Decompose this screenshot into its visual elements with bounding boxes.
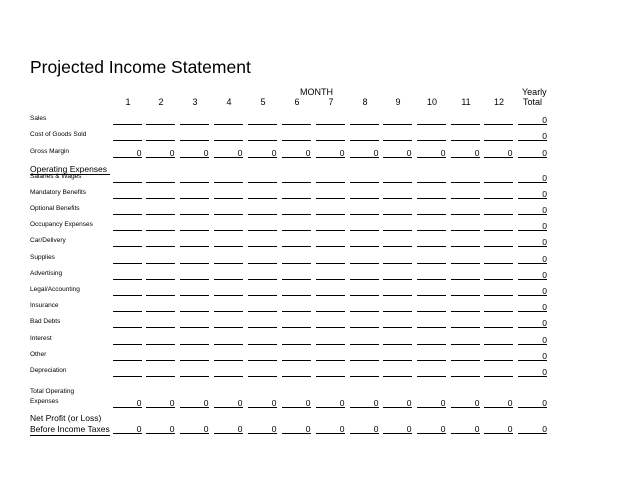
cell-mandatory-benefits-m6[interactable] [282, 189, 311, 199]
cell-salaries-wages-m5[interactable] [248, 173, 277, 183]
cell-gross-margin-m10[interactable]: 0 [417, 148, 446, 158]
month-header-6: 6 [294, 97, 300, 107]
cell-legal-accounting-m3[interactable] [180, 286, 209, 296]
cell-total-operating-m11[interactable]: 0 [451, 398, 480, 408]
row-label-depreciation: Depreciation [30, 367, 67, 374]
cell-supplies-m12[interactable] [484, 254, 513, 264]
cell-legal-accounting-m5[interactable] [248, 286, 277, 296]
cell-optional-benefits-m12[interactable] [484, 205, 513, 215]
cell-interest-m12[interactable] [484, 335, 513, 345]
cell-other-m7[interactable] [316, 351, 345, 361]
cell-gross-margin-m4[interactable]: 0 [214, 148, 243, 158]
cell-optional-benefits-m6[interactable] [282, 205, 311, 215]
cell-supplies-m5[interactable] [248, 254, 277, 264]
cell-gross-margin-m7[interactable]: 0 [316, 148, 345, 158]
cell-occupancy-expenses-m4[interactable] [214, 221, 243, 231]
row-label-line2: Expenses [30, 398, 59, 405]
cell-depreciation-m6[interactable] [282, 367, 311, 377]
cell-gross-margin-m2[interactable]: 0 [146, 148, 175, 158]
cell-depreciation-m1[interactable] [113, 367, 142, 377]
row-label-interest: Interest [30, 335, 52, 342]
row-label-optional-benefits: Optional Benefits [30, 205, 80, 212]
cell-advertising-m9[interactable] [383, 270, 412, 280]
cell-legal-accounting-m9[interactable] [383, 286, 412, 296]
cell-legal-accounting-m1[interactable] [113, 286, 142, 296]
cell-bad-debts-m5[interactable] [248, 318, 277, 328]
cell-mandatory-benefits-m7[interactable] [316, 189, 345, 199]
month-header-3: 3 [192, 97, 198, 107]
cell-advertising-m10[interactable] [417, 270, 446, 280]
cell-sales-m1[interactable] [113, 115, 142, 125]
cell-mandatory-benefits-m8[interactable] [350, 189, 379, 199]
page-title: Projected Income Statement [30, 57, 251, 77]
cell-salaries-wages-m11[interactable] [451, 173, 480, 183]
cell-bad-debts-total[interactable]: 0 [518, 318, 547, 328]
cell-occupancy-expenses-m6[interactable] [282, 221, 311, 231]
cell-car-delivery-m5[interactable] [248, 237, 277, 247]
cell-depreciation-m3[interactable] [180, 367, 209, 377]
cell-insurance-m11[interactable] [451, 302, 480, 312]
cell-interest-m4[interactable] [214, 335, 243, 345]
cell-bad-debts-m2[interactable] [146, 318, 175, 328]
cell-occupancy-expenses-total[interactable]: 0 [518, 221, 547, 231]
cell-other-m4[interactable] [214, 351, 243, 361]
cell-mandatory-benefits-m5[interactable] [248, 189, 277, 199]
month-header-11: 11 [461, 97, 471, 107]
cell-other-m12[interactable] [484, 351, 513, 361]
cell-cost-of-goods-sold-m10[interactable] [417, 131, 446, 141]
cell-supplies-total[interactable]: 0 [518, 254, 547, 264]
cell-interest-total[interactable]: 0 [518, 335, 547, 345]
row-label-advertising: Advertising [30, 270, 63, 277]
cell-other-m1[interactable] [113, 351, 142, 361]
month-header-2: 2 [158, 97, 164, 107]
month-header-1: 1 [125, 97, 131, 107]
cell-cost-of-goods-sold-m8[interactable] [350, 131, 379, 141]
cell-legal-accounting-m6[interactable] [282, 286, 311, 296]
cell-sales-m7[interactable] [316, 115, 345, 125]
month-header-9: 9 [395, 97, 401, 107]
label-underline [30, 435, 110, 436]
cell-salaries-wages-m6[interactable] [282, 173, 311, 183]
cell-advertising-m5[interactable] [248, 270, 277, 280]
cell-car-delivery-m8[interactable] [350, 237, 379, 247]
cell-sales-m2[interactable] [146, 115, 175, 125]
cell-optional-benefits-m5[interactable] [248, 205, 277, 215]
cell-net-profit-or-loss-m5[interactable]: 0 [248, 424, 277, 434]
cell-net-profit-or-loss-m8[interactable]: 0 [350, 424, 379, 434]
cell-bad-debts-m9[interactable] [383, 318, 412, 328]
cell-advertising-m12[interactable] [484, 270, 513, 280]
cell-advertising-m1[interactable] [113, 270, 142, 280]
cell-other-m2[interactable] [146, 351, 175, 361]
cell-interest-m2[interactable] [146, 335, 175, 345]
cell-cost-of-goods-sold-total[interactable]: 0 [518, 131, 547, 141]
cell-advertising-m4[interactable] [214, 270, 243, 280]
cell-occupancy-expenses-m11[interactable] [451, 221, 480, 231]
cell-insurance-m12[interactable] [484, 302, 513, 312]
cell-optional-benefits-m2[interactable] [146, 205, 175, 215]
cell-sales-m12[interactable] [484, 115, 513, 125]
cell-supplies-m8[interactable] [350, 254, 379, 264]
month-header-4: 4 [226, 97, 232, 107]
cell-net-profit-or-loss-m2[interactable]: 0 [146, 424, 175, 434]
cell-net-profit-or-loss-m9[interactable]: 0 [383, 424, 412, 434]
month-header-5: 5 [260, 97, 266, 107]
cell-total-operating-m1[interactable]: 0 [113, 398, 142, 408]
cell-depreciation-m7[interactable] [316, 367, 345, 377]
cell-car-delivery-m3[interactable] [180, 237, 209, 247]
cell-interest-m6[interactable] [282, 335, 311, 345]
cell-supplies-m6[interactable] [282, 254, 311, 264]
cell-total-operating-m5[interactable]: 0 [248, 398, 277, 408]
cell-depreciation-total[interactable]: 0 [518, 367, 547, 377]
row-label-operating-expenses: Operating Expenses [30, 164, 108, 174]
cell-mandatory-benefits-m3[interactable] [180, 189, 209, 199]
cell-cost-of-goods-sold-m5[interactable] [248, 131, 277, 141]
cell-net-profit-or-loss-m6[interactable]: 0 [282, 424, 311, 434]
cell-gross-margin-total[interactable]: 0 [518, 148, 547, 158]
cell-optional-benefits-total[interactable]: 0 [518, 205, 547, 215]
cell-insurance-m8[interactable] [350, 302, 379, 312]
cell-bad-debts-m6[interactable] [282, 318, 311, 328]
cell-advertising-m7[interactable] [316, 270, 345, 280]
cell-advertising-m6[interactable] [282, 270, 311, 280]
row-label-insurance: Insurance [30, 302, 59, 309]
cell-depreciation-m4[interactable] [214, 367, 243, 377]
cell-occupancy-expenses-m3[interactable] [180, 221, 209, 231]
cell-sales-m6[interactable] [282, 115, 311, 125]
cell-mandatory-benefits-m9[interactable] [383, 189, 412, 199]
cell-bad-debts-m7[interactable] [316, 318, 345, 328]
cell-mandatory-benefits-m1[interactable] [113, 189, 142, 199]
cell-car-delivery-m11[interactable] [451, 237, 480, 247]
cell-total-operating-m3[interactable]: 0 [180, 398, 209, 408]
cell-net-profit-or-loss-total[interactable]: 0 [518, 424, 547, 434]
cell-depreciation-m5[interactable] [248, 367, 277, 377]
cell-legal-accounting-total[interactable]: 0 [518, 286, 547, 296]
cell-occupancy-expenses-m5[interactable] [248, 221, 277, 231]
cell-cost-of-goods-sold-m7[interactable] [316, 131, 345, 141]
cell-legal-accounting-m8[interactable] [350, 286, 379, 296]
row-label-line1: Net Profit (or Loss) [30, 413, 102, 423]
cell-legal-accounting-m10[interactable] [417, 286, 446, 296]
cell-depreciation-m10[interactable] [417, 367, 446, 377]
row-label-salaries-wages: Salaries & Wages [30, 173, 82, 180]
row-label-cost-of-goods-sold: Cost of Goods Sold [30, 131, 87, 138]
cell-car-delivery-m1[interactable] [113, 237, 142, 247]
cell-car-delivery-total[interactable]: 0 [518, 237, 547, 247]
cell-mandatory-benefits-m4[interactable] [214, 189, 243, 199]
cell-car-delivery-m9[interactable] [383, 237, 412, 247]
cell-interest-m1[interactable] [113, 335, 142, 345]
month-header-7: 7 [328, 97, 334, 107]
cell-legal-accounting-m4[interactable] [214, 286, 243, 296]
cell-gross-margin-m6[interactable]: 0 [282, 148, 311, 158]
cell-sales-m8[interactable] [350, 115, 379, 125]
cell-sales-m4[interactable] [214, 115, 243, 125]
cell-insurance-total[interactable]: 0 [518, 302, 547, 312]
cell-other-m5[interactable] [248, 351, 277, 361]
cell-interest-m7[interactable] [316, 335, 345, 345]
cell-depreciation-m11[interactable] [451, 367, 480, 377]
cell-other-m6[interactable] [282, 351, 311, 361]
row-label-mandatory-benefits: Mandatory Benefits [30, 189, 87, 196]
cell-salaries-wages-m12[interactable] [484, 173, 513, 183]
row-label-legal-accounting: Legal/Accounting [30, 286, 80, 293]
row-label-gross-margin: Gross Margin [30, 148, 70, 155]
cell-mandatory-benefits-m10[interactable] [417, 189, 446, 199]
month-header-12: 12 [493, 97, 504, 107]
cell-mandatory-benefits-m11[interactable] [451, 189, 480, 199]
cell-total-operating-m9[interactable]: 0 [383, 398, 412, 408]
cell-cost-of-goods-sold-m11[interactable] [451, 131, 480, 141]
cell-optional-benefits-m3[interactable] [180, 205, 209, 215]
cell-insurance-m9[interactable] [383, 302, 412, 312]
cell-occupancy-expenses-m12[interactable] [484, 221, 513, 231]
cell-gross-margin-m1[interactable]: 0 [113, 148, 142, 158]
cell-other-m3[interactable] [180, 351, 209, 361]
cell-depreciation-m8[interactable] [350, 367, 379, 377]
cell-legal-accounting-m11[interactable] [451, 286, 480, 296]
cell-optional-benefits-m7[interactable] [316, 205, 345, 215]
cell-sales-m9[interactable] [383, 115, 412, 125]
cell-salaries-wages-m8[interactable] [350, 173, 379, 183]
cell-salaries-wages-m3[interactable] [180, 173, 209, 183]
cell-sales-m11[interactable] [451, 115, 480, 125]
cell-total-operating-m2[interactable]: 0 [146, 398, 175, 408]
cell-legal-accounting-m2[interactable] [146, 286, 175, 296]
cell-advertising-m2[interactable] [146, 270, 175, 280]
row-label-supplies: Supplies [30, 254, 55, 261]
cell-other-m9[interactable] [383, 351, 412, 361]
cell-supplies-m9[interactable] [383, 254, 412, 264]
cell-car-delivery-m7[interactable] [316, 237, 345, 247]
cell-insurance-m3[interactable] [180, 302, 209, 312]
cell-insurance-m1[interactable] [113, 302, 142, 312]
cell-supplies-m2[interactable] [146, 254, 175, 264]
cell-bad-debts-m1[interactable] [113, 318, 142, 328]
cell-total-operating-m12[interactable]: 0 [484, 398, 513, 408]
cell-gross-margin-m8[interactable]: 0 [350, 148, 379, 158]
cell-depreciation-m12[interactable] [484, 367, 513, 377]
cell-mandatory-benefits-total[interactable]: 0 [518, 189, 547, 199]
cell-cost-of-goods-sold-m12[interactable] [484, 131, 513, 141]
cell-car-delivery-m10[interactable] [417, 237, 446, 247]
cell-car-delivery-m4[interactable] [214, 237, 243, 247]
cell-supplies-m4[interactable] [214, 254, 243, 264]
row-label-net-profit-or-loss [30, 413, 110, 435]
cell-cost-of-goods-sold-m3[interactable] [180, 131, 209, 141]
row-label-bad-debts: Bad Debts [30, 318, 61, 325]
cell-insurance-m2[interactable] [146, 302, 175, 312]
cell-net-profit-or-loss-m1[interactable]: 0 [113, 424, 142, 434]
cell-total-operating-m7[interactable]: 0 [316, 398, 345, 408]
cell-salaries-wages-total[interactable]: 0 [518, 173, 547, 183]
cell-occupancy-expenses-m9[interactable] [383, 221, 412, 231]
cell-supplies-m1[interactable] [113, 254, 142, 264]
cell-legal-accounting-m12[interactable] [484, 286, 513, 296]
cell-occupancy-expenses-m8[interactable] [350, 221, 379, 231]
cell-cost-of-goods-sold-m1[interactable] [113, 131, 142, 141]
cell-depreciation-m9[interactable] [383, 367, 412, 377]
cell-bad-debts-m4[interactable] [214, 318, 243, 328]
cell-net-profit-or-loss-m11[interactable]: 0 [451, 424, 480, 434]
cell-optional-benefits-m4[interactable] [214, 205, 243, 215]
cell-mandatory-benefits-m12[interactable] [484, 189, 513, 199]
row-label-car-delivery: Car/Delivery [30, 237, 66, 244]
cell-advertising-total[interactable]: 0 [518, 270, 547, 280]
cell-advertising-m8[interactable] [350, 270, 379, 280]
cell-cost-of-goods-sold-m9[interactable] [383, 131, 412, 141]
cell-advertising-m3[interactable] [180, 270, 209, 280]
cell-salaries-wages-m9[interactable] [383, 173, 412, 183]
cell-gross-margin-m11[interactable]: 0 [451, 148, 480, 158]
cell-insurance-m10[interactable] [417, 302, 446, 312]
month-header: MONTH [300, 87, 333, 97]
cell-legal-accounting-m7[interactable] [316, 286, 345, 296]
cell-net-profit-or-loss-m10[interactable]: 0 [417, 424, 446, 434]
cell-sales-m3[interactable] [180, 115, 209, 125]
cell-occupancy-expenses-m10[interactable] [417, 221, 446, 231]
row-label-total-operating [30, 387, 74, 407]
cell-gross-margin-m3[interactable]: 0 [180, 148, 209, 158]
cell-total-operating-total[interactable]: 0 [518, 398, 547, 408]
cell-cost-of-goods-sold-m4[interactable] [214, 131, 243, 141]
cell-supplies-m11[interactable] [451, 254, 480, 264]
cell-net-profit-or-loss-m3[interactable]: 0 [180, 424, 209, 434]
cell-other-total[interactable]: 0 [518, 351, 547, 361]
cell-supplies-m10[interactable] [417, 254, 446, 264]
cell-cost-of-goods-sold-m2[interactable] [146, 131, 175, 141]
cell-total-operating-m10[interactable]: 0 [417, 398, 446, 408]
cell-interest-m8[interactable] [350, 335, 379, 345]
cell-salaries-wages-m10[interactable] [417, 173, 446, 183]
cell-cost-of-goods-sold-m6[interactable] [282, 131, 311, 141]
cell-insurance-m5[interactable] [248, 302, 277, 312]
cell-interest-m5[interactable] [248, 335, 277, 345]
cell-optional-benefits-m9[interactable] [383, 205, 412, 215]
cell-total-operating-m6[interactable]: 0 [282, 398, 311, 408]
cell-other-m10[interactable] [417, 351, 446, 361]
cell-supplies-m3[interactable] [180, 254, 209, 264]
cell-interest-m9[interactable] [383, 335, 412, 345]
cell-interest-m3[interactable] [180, 335, 209, 345]
cell-bad-debts-m8[interactable] [350, 318, 379, 328]
cell-optional-benefits-m8[interactable] [350, 205, 379, 215]
cell-supplies-m7[interactable] [316, 254, 345, 264]
cell-gross-margin-m12[interactable]: 0 [484, 148, 513, 158]
cell-net-profit-or-loss-m12[interactable]: 0 [484, 424, 513, 434]
row-label-line1: Total Operating [30, 388, 75, 395]
cell-total-operating-m8[interactable]: 0 [350, 398, 379, 408]
cell-total-operating-m4[interactable]: 0 [214, 398, 243, 408]
cell-other-m8[interactable] [350, 351, 379, 361]
cell-sales-total[interactable]: 0 [518, 115, 547, 125]
cell-bad-debts-m10[interactable] [417, 318, 446, 328]
cell-interest-m11[interactable] [451, 335, 480, 345]
cell-gross-margin-m9[interactable]: 0 [383, 148, 412, 158]
yearly-header: Yearly [522, 87, 547, 97]
cell-optional-benefits-m1[interactable] [113, 205, 142, 215]
cell-car-delivery-m6[interactable] [282, 237, 311, 247]
cell-insurance-m7[interactable] [316, 302, 345, 312]
cell-gross-margin-m5[interactable]: 0 [248, 148, 277, 158]
cell-interest-m10[interactable] [417, 335, 446, 345]
cell-salaries-wages-m1[interactable] [113, 173, 142, 183]
total-header: Total [523, 97, 543, 107]
month-header-8: 8 [362, 97, 368, 107]
cell-advertising-m11[interactable] [451, 270, 480, 280]
row-label-other: Other [30, 351, 47, 358]
cell-salaries-wages-m4[interactable] [214, 173, 243, 183]
cell-bad-debts-m11[interactable] [451, 318, 480, 328]
cell-insurance-m6[interactable] [282, 302, 311, 312]
cell-insurance-m4[interactable] [214, 302, 243, 312]
cell-sales-m10[interactable] [417, 115, 446, 125]
cell-depreciation-m2[interactable] [146, 367, 175, 377]
row-label-occupancy-expenses: Occupancy Expenses [30, 221, 93, 228]
cell-occupancy-expenses-m7[interactable] [316, 221, 345, 231]
cell-occupancy-expenses-m2[interactable] [146, 221, 175, 231]
cell-bad-debts-m12[interactable] [484, 318, 513, 328]
cell-net-profit-or-loss-m7[interactable]: 0 [316, 424, 345, 434]
cell-other-m11[interactable] [451, 351, 480, 361]
cell-optional-benefits-m10[interactable] [417, 205, 446, 215]
cell-optional-benefits-m11[interactable] [451, 205, 480, 215]
cell-occupancy-expenses-m1[interactable] [113, 221, 142, 231]
cell-car-delivery-m12[interactable] [484, 237, 513, 247]
cell-bad-debts-m3[interactable] [180, 318, 209, 328]
month-header-10: 10 [426, 97, 437, 107]
cell-sales-m5[interactable] [248, 115, 277, 125]
cell-car-delivery-m2[interactable] [146, 237, 175, 247]
cell-salaries-wages-m7[interactable] [316, 173, 345, 183]
cell-net-profit-or-loss-m4[interactable]: 0 [214, 424, 243, 434]
cell-mandatory-benefits-m2[interactable] [146, 189, 175, 199]
cell-salaries-wages-m2[interactable] [146, 173, 175, 183]
row-label-sales: Sales [30, 115, 47, 122]
row-label-line2: Before Income Taxes [30, 424, 110, 434]
